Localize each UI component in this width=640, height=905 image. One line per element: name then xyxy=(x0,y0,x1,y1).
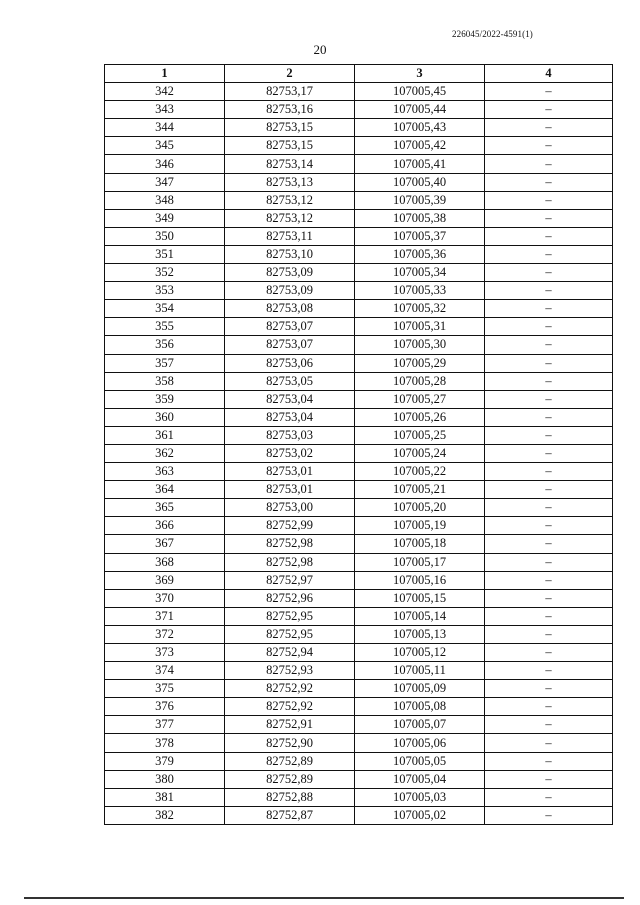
table-row xyxy=(105,101,613,119)
x-coordinate-cell: 82753,11 xyxy=(225,227,355,245)
table-row xyxy=(105,173,613,191)
y-coordinate-cell: 107005,09 xyxy=(355,680,485,698)
table-row xyxy=(105,354,613,372)
y-coordinate-cell: 107005,17 xyxy=(355,553,485,571)
note-cell: – xyxy=(485,662,613,680)
x-coordinate-cell: 82752,90 xyxy=(225,734,355,752)
y-coordinate-cell: 107005,19 xyxy=(355,517,485,535)
header-row xyxy=(105,65,613,83)
x-coordinate-cell: 82752,95 xyxy=(225,625,355,643)
x-coordinate-cell: 82752,98 xyxy=(225,553,355,571)
table-row xyxy=(105,535,613,553)
note-cell: – xyxy=(485,390,613,408)
point-number-cell: 367 xyxy=(105,535,225,553)
note-cell: – xyxy=(485,499,613,517)
table-row xyxy=(105,318,613,336)
note-cell: – xyxy=(485,607,613,625)
note-cell: – xyxy=(485,300,613,318)
note-cell: – xyxy=(485,571,613,589)
x-coordinate-cell: 82752,97 xyxy=(225,571,355,589)
x-coordinate-cell: 82753,04 xyxy=(225,390,355,408)
note-cell: – xyxy=(485,752,613,770)
x-coordinate-cell: 82752,95 xyxy=(225,607,355,625)
table-row xyxy=(105,191,613,209)
y-coordinate-cell: 107005,32 xyxy=(355,300,485,318)
note-cell: – xyxy=(485,408,613,426)
y-coordinate-cell: 107005,36 xyxy=(355,245,485,263)
x-coordinate-cell: 82753,06 xyxy=(225,354,355,372)
x-coordinate-cell: 82753,10 xyxy=(225,245,355,263)
table-row xyxy=(105,227,613,245)
y-coordinate-cell: 107005,45 xyxy=(355,83,485,101)
y-coordinate-cell: 107005,25 xyxy=(355,426,485,444)
y-coordinate-cell: 107005,44 xyxy=(355,101,485,119)
table-row xyxy=(105,734,613,752)
note-cell: – xyxy=(485,716,613,734)
table-row xyxy=(105,644,613,662)
point-number-cell: 368 xyxy=(105,553,225,571)
y-coordinate-cell: 107005,04 xyxy=(355,770,485,788)
note-cell: – xyxy=(485,770,613,788)
table-row xyxy=(105,553,613,571)
table-row xyxy=(105,83,613,101)
table-row xyxy=(105,137,613,155)
column-header-1: 1 xyxy=(105,65,225,83)
note-cell: – xyxy=(485,318,613,336)
point-number-cell: 371 xyxy=(105,607,225,625)
point-number-cell: 375 xyxy=(105,680,225,698)
table-row xyxy=(105,300,613,318)
table-row xyxy=(105,336,613,354)
note-cell: – xyxy=(485,734,613,752)
y-coordinate-cell: 107005,39 xyxy=(355,191,485,209)
note-cell: – xyxy=(485,625,613,643)
table-row xyxy=(105,788,613,806)
x-coordinate-cell: 82753,15 xyxy=(225,137,355,155)
note-cell: – xyxy=(485,806,613,824)
y-coordinate-cell: 107005,16 xyxy=(355,571,485,589)
point-number-cell: 356 xyxy=(105,336,225,354)
x-coordinate-cell: 82752,93 xyxy=(225,662,355,680)
y-coordinate-cell: 107005,31 xyxy=(355,318,485,336)
point-number-cell: 345 xyxy=(105,137,225,155)
point-number-cell: 359 xyxy=(105,390,225,408)
point-number-cell: 378 xyxy=(105,734,225,752)
table-row xyxy=(105,662,613,680)
table-body xyxy=(105,83,613,825)
table-row xyxy=(105,155,613,173)
point-number-cell: 361 xyxy=(105,426,225,444)
x-coordinate-cell: 82753,01 xyxy=(225,481,355,499)
table-row xyxy=(105,119,613,137)
point-number-cell: 380 xyxy=(105,770,225,788)
table-row xyxy=(105,770,613,788)
x-coordinate-cell: 82752,88 xyxy=(225,788,355,806)
point-number-cell: 381 xyxy=(105,788,225,806)
y-coordinate-cell: 107005,06 xyxy=(355,734,485,752)
x-coordinate-cell: 82753,16 xyxy=(225,101,355,119)
note-cell: – xyxy=(485,209,613,227)
y-coordinate-cell: 107005,07 xyxy=(355,716,485,734)
table-row xyxy=(105,426,613,444)
note-cell: – xyxy=(485,245,613,263)
x-coordinate-cell: 82752,94 xyxy=(225,644,355,662)
table-row xyxy=(105,372,613,390)
point-number-cell: 370 xyxy=(105,589,225,607)
x-coordinate-cell: 82752,98 xyxy=(225,535,355,553)
note-cell: – xyxy=(485,264,613,282)
note-cell: – xyxy=(485,101,613,119)
y-coordinate-cell: 107005,37 xyxy=(355,227,485,245)
footer-divider xyxy=(24,897,624,899)
y-coordinate-cell: 107005,15 xyxy=(355,589,485,607)
y-coordinate-cell: 107005,21 xyxy=(355,481,485,499)
table-row xyxy=(105,282,613,300)
y-coordinate-cell: 107005,22 xyxy=(355,463,485,481)
note-cell: – xyxy=(485,698,613,716)
table-row xyxy=(105,625,613,643)
y-coordinate-cell: 107005,38 xyxy=(355,209,485,227)
y-coordinate-cell: 107005,42 xyxy=(355,137,485,155)
point-number-cell: 346 xyxy=(105,155,225,173)
column-header-3: 3 xyxy=(355,65,485,83)
y-coordinate-cell: 107005,03 xyxy=(355,788,485,806)
table-row xyxy=(105,752,613,770)
x-coordinate-cell: 82753,07 xyxy=(225,336,355,354)
point-number-cell: 376 xyxy=(105,698,225,716)
point-number-cell: 347 xyxy=(105,173,225,191)
table-row xyxy=(105,245,613,263)
table-row xyxy=(105,589,613,607)
note-cell: – xyxy=(485,463,613,481)
y-coordinate-cell: 107005,27 xyxy=(355,390,485,408)
point-number-cell: 348 xyxy=(105,191,225,209)
table-row xyxy=(105,481,613,499)
note-cell: – xyxy=(485,83,613,101)
note-cell: – xyxy=(485,535,613,553)
x-coordinate-cell: 82753,12 xyxy=(225,209,355,227)
y-coordinate-cell: 107005,24 xyxy=(355,444,485,462)
note-cell: – xyxy=(485,336,613,354)
x-coordinate-cell: 82752,89 xyxy=(225,770,355,788)
y-coordinate-cell: 107005,18 xyxy=(355,535,485,553)
y-coordinate-cell: 107005,41 xyxy=(355,155,485,173)
column-header-4: 4 xyxy=(485,65,613,83)
point-number-cell: 343 xyxy=(105,101,225,119)
point-number-cell: 357 xyxy=(105,354,225,372)
y-coordinate-cell: 107005,30 xyxy=(355,336,485,354)
y-coordinate-cell: 107005,34 xyxy=(355,264,485,282)
table-row xyxy=(105,806,613,824)
y-coordinate-cell: 107005,33 xyxy=(355,282,485,300)
y-coordinate-cell: 107005,08 xyxy=(355,698,485,716)
x-coordinate-cell: 82753,17 xyxy=(225,83,355,101)
column-header-2: 2 xyxy=(225,65,355,83)
x-coordinate-cell: 82753,05 xyxy=(225,372,355,390)
table-row xyxy=(105,571,613,589)
point-number-cell: 342 xyxy=(105,83,225,101)
table-row xyxy=(105,209,613,227)
x-coordinate-cell: 82753,15 xyxy=(225,119,355,137)
x-coordinate-cell: 82752,92 xyxy=(225,680,355,698)
y-coordinate-cell: 107005,12 xyxy=(355,644,485,662)
x-coordinate-cell: 82753,07 xyxy=(225,318,355,336)
y-coordinate-cell: 107005,11 xyxy=(355,662,485,680)
note-cell: – xyxy=(485,137,613,155)
note-cell: – xyxy=(485,426,613,444)
point-number-cell: 373 xyxy=(105,644,225,662)
x-coordinate-cell: 82752,91 xyxy=(225,716,355,734)
x-coordinate-cell: 82752,96 xyxy=(225,589,355,607)
table-row xyxy=(105,607,613,625)
point-number-cell: 379 xyxy=(105,752,225,770)
x-coordinate-cell: 82753,00 xyxy=(225,499,355,517)
note-cell: – xyxy=(485,173,613,191)
y-coordinate-cell: 107005,13 xyxy=(355,625,485,643)
table-row xyxy=(105,499,613,517)
point-number-cell: 377 xyxy=(105,716,225,734)
point-number-cell: 344 xyxy=(105,119,225,137)
note-cell: – xyxy=(485,282,613,300)
point-number-cell: 366 xyxy=(105,517,225,535)
x-coordinate-cell: 82753,04 xyxy=(225,408,355,426)
y-coordinate-cell: 107005,14 xyxy=(355,607,485,625)
x-coordinate-cell: 82753,09 xyxy=(225,282,355,300)
point-number-cell: 352 xyxy=(105,264,225,282)
point-number-cell: 355 xyxy=(105,318,225,336)
x-coordinate-cell: 82753,09 xyxy=(225,264,355,282)
point-number-cell: 358 xyxy=(105,372,225,390)
point-number-cell: 363 xyxy=(105,463,225,481)
table-row xyxy=(105,517,613,535)
table-row xyxy=(105,390,613,408)
x-coordinate-cell: 82752,92 xyxy=(225,698,355,716)
note-cell: – xyxy=(485,444,613,462)
y-coordinate-cell: 107005,29 xyxy=(355,354,485,372)
y-coordinate-cell: 107005,28 xyxy=(355,372,485,390)
point-number-cell: 349 xyxy=(105,209,225,227)
note-cell: – xyxy=(485,227,613,245)
point-number-cell: 369 xyxy=(105,571,225,589)
note-cell: – xyxy=(485,481,613,499)
table-row xyxy=(105,698,613,716)
table-row xyxy=(105,264,613,282)
point-number-cell: 350 xyxy=(105,227,225,245)
x-coordinate-cell: 82753,02 xyxy=(225,444,355,462)
note-cell: – xyxy=(485,155,613,173)
x-coordinate-cell: 82753,14 xyxy=(225,155,355,173)
table-row xyxy=(105,716,613,734)
x-coordinate-cell: 82753,01 xyxy=(225,463,355,481)
note-cell: – xyxy=(485,680,613,698)
point-number-cell: 382 xyxy=(105,806,225,824)
x-coordinate-cell: 82752,87 xyxy=(225,806,355,824)
point-number-cell: 364 xyxy=(105,481,225,499)
note-cell: – xyxy=(485,191,613,209)
x-coordinate-cell: 82752,99 xyxy=(225,517,355,535)
note-cell: – xyxy=(485,119,613,137)
x-coordinate-cell: 82753,13 xyxy=(225,173,355,191)
coordinates-table xyxy=(104,64,613,825)
point-number-cell: 374 xyxy=(105,662,225,680)
y-coordinate-cell: 107005,05 xyxy=(355,752,485,770)
point-number-cell: 362 xyxy=(105,444,225,462)
note-cell: – xyxy=(485,644,613,662)
page-number: 20 xyxy=(313,42,327,57)
note-cell: – xyxy=(485,553,613,571)
x-coordinate-cell: 82752,89 xyxy=(225,752,355,770)
y-coordinate-cell: 107005,43 xyxy=(355,119,485,137)
table-row xyxy=(105,408,613,426)
y-coordinate-cell: 107005,20 xyxy=(355,499,485,517)
table-row xyxy=(105,444,613,462)
note-cell: – xyxy=(485,372,613,390)
table-row xyxy=(105,680,613,698)
y-coordinate-cell: 107005,26 xyxy=(355,408,485,426)
table-header xyxy=(105,65,613,83)
y-coordinate-cell: 107005,40 xyxy=(355,173,485,191)
point-number-cell: 365 xyxy=(105,499,225,517)
note-cell: – xyxy=(485,354,613,372)
note-cell: – xyxy=(485,517,613,535)
table-row xyxy=(105,463,613,481)
x-coordinate-cell: 82753,08 xyxy=(225,300,355,318)
point-number-cell: 372 xyxy=(105,625,225,643)
note-cell: – xyxy=(485,788,613,806)
note-cell: – xyxy=(485,589,613,607)
point-number-cell: 353 xyxy=(105,282,225,300)
x-coordinate-cell: 82753,12 xyxy=(225,191,355,209)
point-number-cell: 354 xyxy=(105,300,225,318)
point-number-cell: 351 xyxy=(105,245,225,263)
y-coordinate-cell: 107005,02 xyxy=(355,806,485,824)
document-id: 226045/2022-4591(1) xyxy=(452,29,533,39)
x-coordinate-cell: 82753,03 xyxy=(225,426,355,444)
point-number-cell: 360 xyxy=(105,408,225,426)
